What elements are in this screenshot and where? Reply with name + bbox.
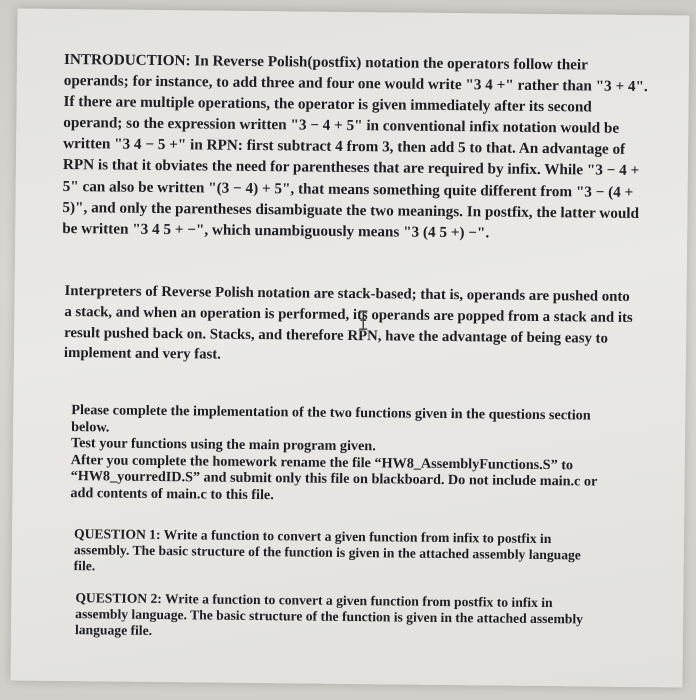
text-line: written "3 4 − 5 +" in RPN: first subtract 4 from 3, then add 5 to that. An advantage of bbox=[63, 135, 626, 159]
text-line: INTRODUCTION: In Reverse Polish(postfix) notation the operators follow their bbox=[63, 50, 589, 74]
text-line: 5)", and only the parentheses disambiguate the two meanings. In postfix, the latter would bbox=[62, 198, 640, 222]
text-line: RPN is that it obviates the need for parentheses that are required by infix. While "3 − 4 + bbox=[62, 156, 640, 180]
question-2 bbox=[75, 590, 620, 643]
introduction-paragraph bbox=[62, 49, 674, 245]
text-cursor-icon bbox=[356, 310, 370, 330]
text-line: a stack, and when an operation is performed, its operands are popped from a stack and its bbox=[64, 303, 633, 326]
text-line: Please complete the implementation of the two functions given in the questions section bbox=[71, 402, 591, 424]
text-line: QUESTION 2: Write a function to convert a given function from postfix to infix in bbox=[75, 590, 553, 611]
text-line: implement and very fast. bbox=[63, 345, 222, 364]
text-line: operand; so the expression written "3 − 4 + 5" in conventional infix notation would be bbox=[63, 114, 620, 138]
text-line: result pushed back on. Stacks, and therefore RPN, have the advantage of being easy to bbox=[64, 324, 609, 347]
text-line: 5" can also be written "(3 − 4) + 5", that means something quite different from "3 − (4 + bbox=[62, 177, 634, 201]
text-line: add contents of main.c to this file. bbox=[70, 485, 274, 504]
text-line: file. bbox=[73, 557, 96, 573]
text-line: QUESTION 1: Write a function to convert a given function from infix to postfix in bbox=[73, 526, 552, 547]
text-line: Test your functions using the main program given. bbox=[70, 435, 376, 455]
text-line: assembly language. The basic structure of the function is given in the attached assembly bbox=[75, 605, 584, 627]
text-line: After you complete the homework rename the file “HW8_AssemblyFunctions.S” to bbox=[70, 451, 574, 474]
text-line: below. bbox=[71, 418, 110, 436]
text-line: language file. bbox=[74, 621, 153, 638]
text-line: “HW8_yourredID.S” and submit only this file on blackboard. Do not include main.c or bbox=[70, 468, 598, 490]
question-1 bbox=[74, 526, 619, 579]
paper-sheet bbox=[10, 8, 689, 687]
text-line: operands; for instance, to add three and four one would write "3 4 +" rather than "3 + 4". bbox=[63, 72, 648, 96]
text-line: be written "3 4 5 + −", which unambiguously means "3 (4 5 +) −". bbox=[62, 219, 490, 242]
text-line: assembly. The basic structure of the function is given in the attached assembly language bbox=[73, 541, 581, 563]
instructions-paragraph bbox=[70, 402, 631, 507]
text-line: If there are multiple operations, the operator is given immediately after its second bbox=[63, 93, 592, 116]
text-line: Interpreters of Reverse Polish notation are stack-based; that is, operands are pushed onto bbox=[64, 283, 630, 305]
